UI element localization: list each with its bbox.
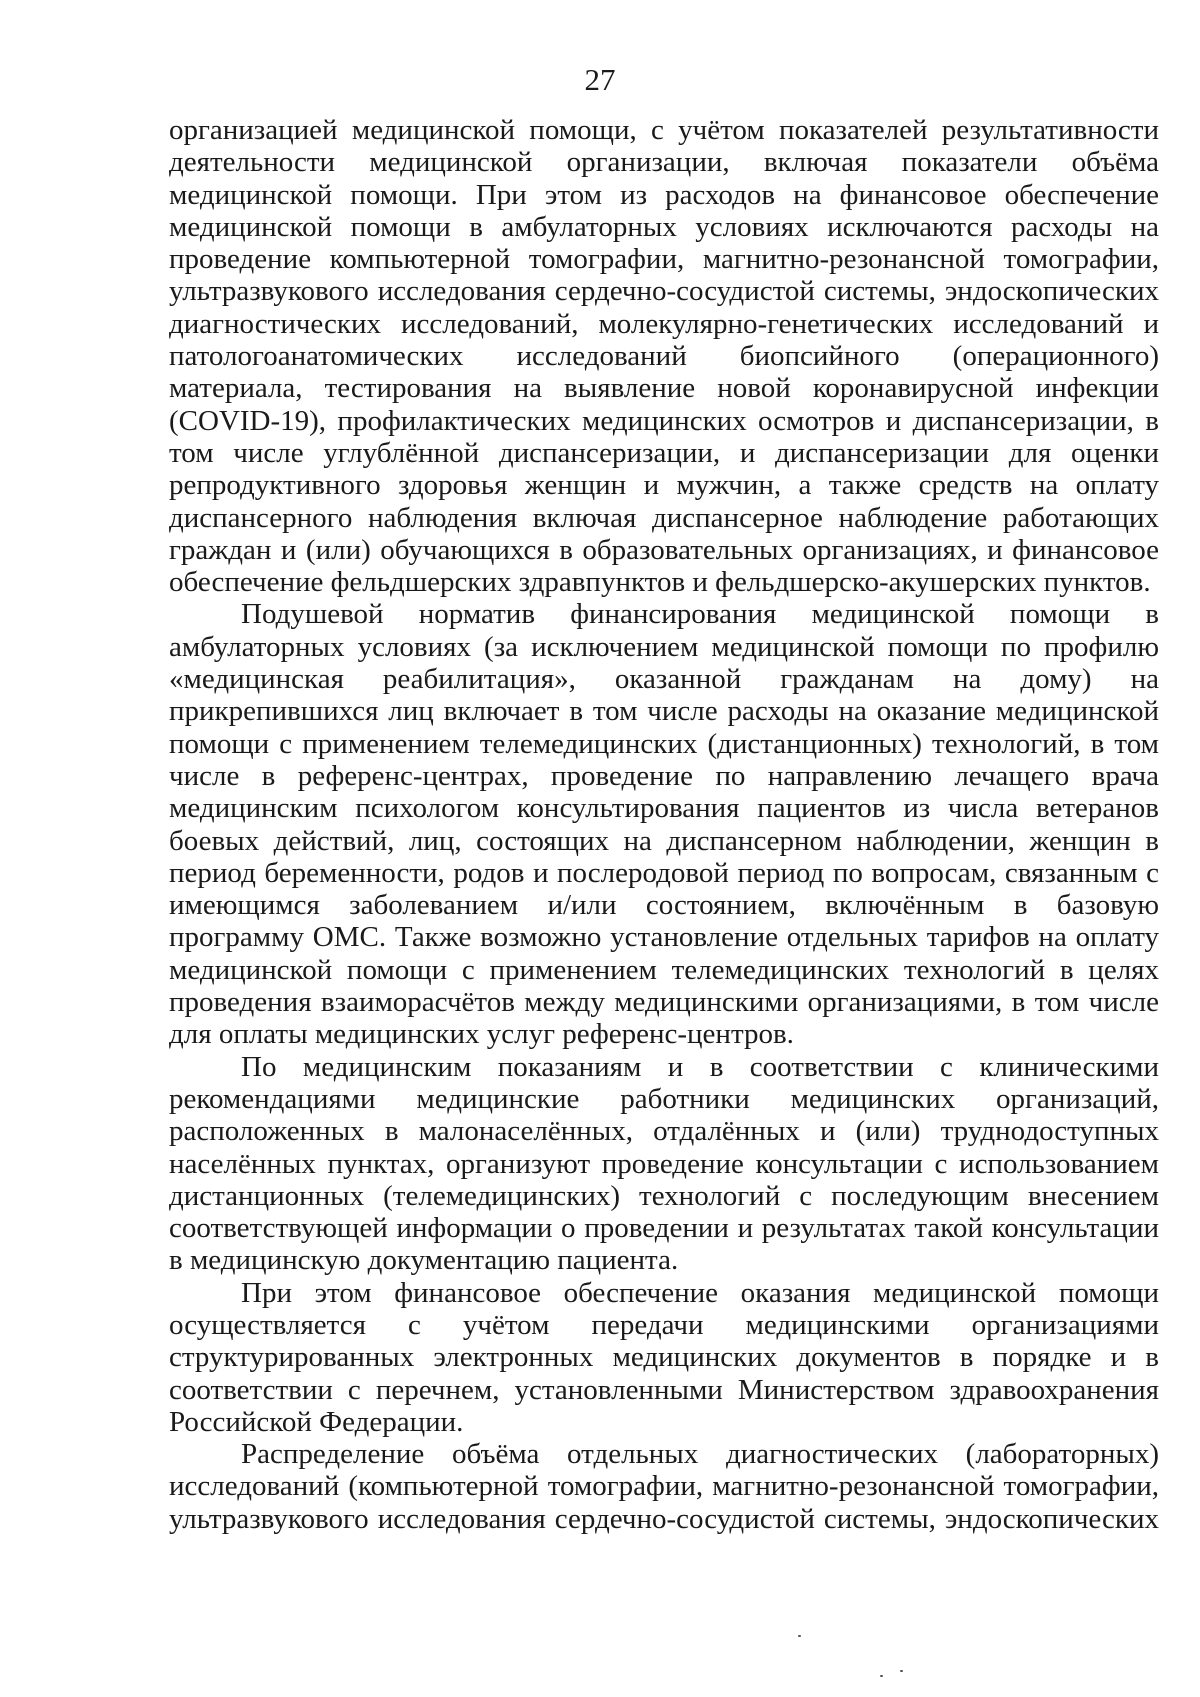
- paragraph-volume-distribution: Распределение объёма отдельных диагностических (лабораторных) исследований (компьютерной томографии, магнитно-резонансной томографии, ультразвукового исследования сердечно-сосудистой системы, эндоскопических: [169, 1438, 1159, 1535]
- scan-speck: [798, 1635, 801, 1637]
- paragraph-telemedicine-consultation: По медицинским показаниям и в соответствии с клиническими рекомендациями медицинские работники медицинских организаций, расположенных в малонаселённых, отдалённых и (или) труднодоступных населённых пунктах, организуют проведение консультации с использованием дистанционных (телемедицинских) технологий с последующим внесением соответствующей информации о проведении и результатах такой консультации в медицинскую документацию пациента.: [169, 1050, 1159, 1277]
- scan-speck: [900, 1670, 903, 1672]
- paragraph-capitation-standard: Подушевой норматив финансирования медицинской помощи в амбулаторных условиях (за исключением медицинской помощи по профилю «медицинская реабилитация», оказанной гражданам на дому) на прикрепившихся лиц включает в том числе расходы на оказание медицинской помощи с применением телемедицинских (дистанционных) технологий, в том числе в референс-центрах, проведение по направлению лечащего врача медицинским психологом консультирования пациентов из числа ветеранов боевых действий, лиц, состоящих на диспансерном наблюдении, женщин в период беременности, родов и послеродовой период по вопросам, связанным с имеющимся заболеванием и/или состоянием, включённым в базовую программу ОМС. Также возможно установление отдельных тарифов на оплату медицинской помощи с применением телемедицинских технологий в целях проведения взаиморасчётов между медицинскими организациями, в том числе для оплаты медицинских услуг референс-центров.: [169, 598, 1159, 1051]
- paragraph-continuation: организацией медицинской помощи, с учётом показателей результативности деятельности медицинской организации, включая показатели объёма медицинской помощи. При этом из расходов на финансовое обеспечение медицинской помощи в амбулаторных условиях исключаются расходы на проведение компьютерной томографии, магнитно-резонансной томографии, ультразвукового исследования сердечно-сосудистой системы, эндоскопических диагностических исследований, молекулярно-генетических исследований и патологоанатомических исследований биопсийного (операционного) материала, тестирования на выявление новой коронавирусной инфекции (COVID-19), профилактических медицинских осмотров и диспансеризации, в том числе углублённой диспансеризации, и диспансеризации для оценки репродуктивного здоровья женщин и мужчин, а также средств на оплату диспансерного наблюдения включая диспансерное наблюдение работающих граждан и (или) обучающихся в образовательных организациях, и финансовое обеспечение фельдшерских здравпунктов и фельдшерско-акушерских пунктов.: [169, 114, 1159, 599]
- document-body: [169, 114, 1159, 1535]
- scan-speck: [880, 1675, 883, 1677]
- page-number: 27: [584, 62, 616, 97]
- paragraph-financial-support: При этом финансовое обеспечение оказания медицинской помощи осуществляется с учётом передачи медицинскими организациями структурированных электронных медицинских документов в порядке и в соответствии с перечнем, установленными Министерством здравоохранения Российской Федерации.: [169, 1276, 1159, 1438]
